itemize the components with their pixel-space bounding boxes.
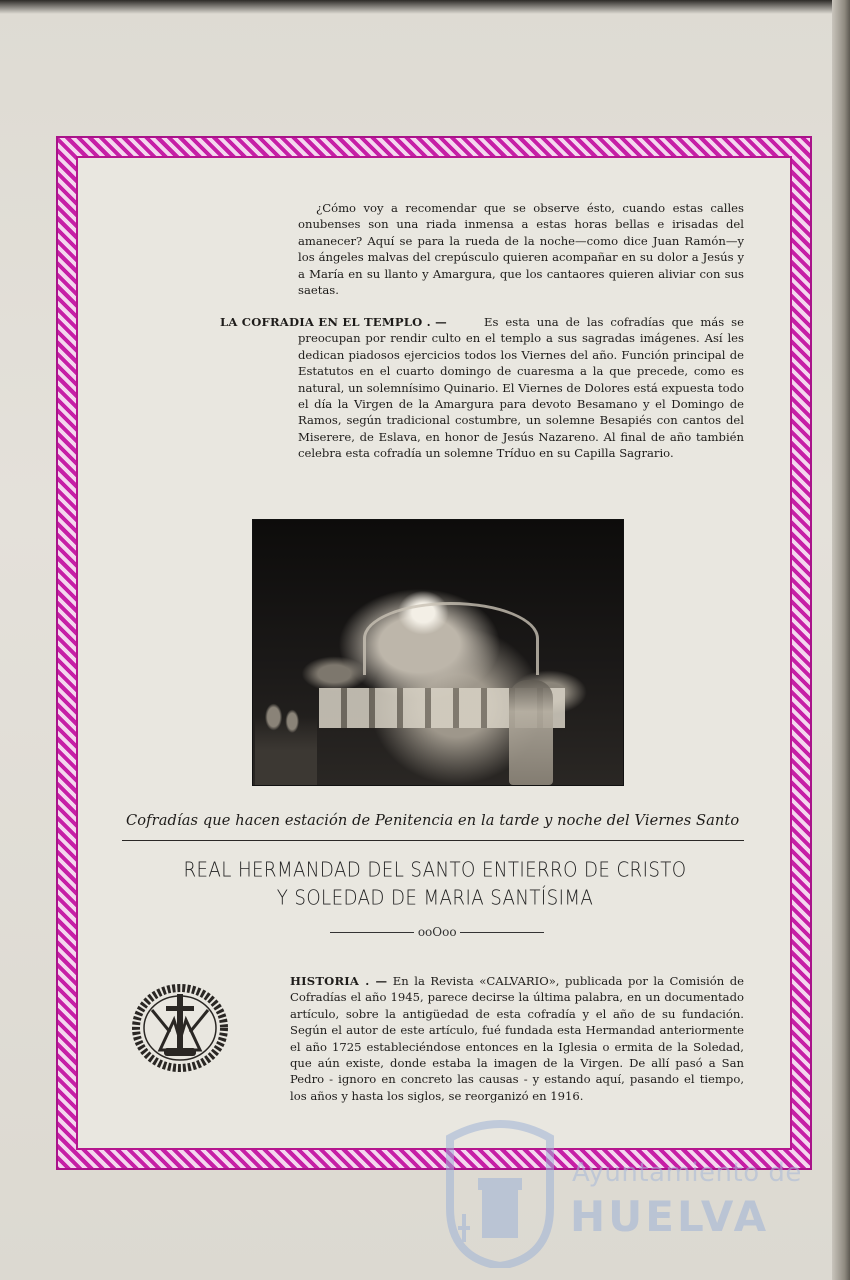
historia-text: En la Revista «CALVARIO», publicada por la Comisión de Cofradías el año 1945, parece decirse la última palabra, en un documentado artículo, sobre la antigüedad de esta cofradía y el año de su fundación. Según el autor de este artículo, fué fundada esta Hermandad anteriormente el año 1725 estableciéndose entonces en la Iglesia o ermita de la Soledad, que aún existe, donde estaba la imagen de la Virgen. De allí pasó a San Pedro - ignoro en concreto las causas - y estando aquí, pasando el tiempo, los años y hasta los siglos, se reorganizó en 1916.: [290, 974, 745, 1103]
ayuntamiento-watermark: [440, 1118, 802, 1268]
procession-float-photo: [252, 519, 624, 786]
cofradia-en-el-templo-paragraph: [220, 314, 744, 462]
ornament-glyph: ooOoo: [417, 925, 457, 939]
watermark-line2: HUELVA: [570, 1192, 770, 1241]
brotherhood-title-line1: REAL HERMANDAD DEL SANTO ENTIERRO DE CRISTO: [183, 858, 687, 883]
ornament-line-left: [330, 932, 414, 933]
historia-heading: HISTORIA . —: [290, 974, 388, 988]
book-spine: [832, 0, 850, 1280]
brotherhood-title-line2: Y SOLEDAD DE MARIA SANTÍSIMA: [276, 886, 594, 911]
photo-standing-man: [509, 680, 553, 785]
cofradia-en-el-templo-text: Es esta una de las cofradías que más se preocupan por rendir culto en el templo a sus sagradas imágenes. Así les dedican piadosos ejercicios todos los Viernes del año. Función principal de Estatutos en el cuarto domingo de cuaresma a la que precede, como es natural, un solemnísimo Quinario. El Viernes de Dolores está expuesta todo el día la Virgen de la Amargura para devoto Besamano y el Domingo de Ramos, según tradicional costumbre, un solemne Besapiés con cantos del Miserere, de Eslava, en honor de Jesús Nazareno. Al final de año también celebra esta cofradía un solemne Tríduo en su Capilla Sagrario.: [298, 315, 744, 461]
photo-canopy: [363, 602, 539, 675]
historia-paragraph: [290, 973, 744, 1104]
ornament-line-right: [460, 932, 544, 933]
title-ornament: [330, 925, 540, 939]
cofradia-en-el-templo-heading: LA COFRADIA EN EL TEMPLO . —: [220, 315, 447, 329]
photo-crowd: [255, 700, 317, 785]
opening-paragraph: ¿Cómo voy a recomendar que se observe ésto, cuando estas calles onubenses son una riada inmensa a estas horas bellas e irisadas del amanecer? Aquí se para la rueda de la noche—como dice Juan Ramón—y los ángeles malvas del crepúsculo quieren acompañar en su dolor a Jesús y a María en su llanto y Amargura, que los cantaores quieren aliviar con sus saetas.: [298, 201, 744, 298]
brotherhood-emblem: [130, 980, 230, 1076]
page-top-shadow: [0, 0, 850, 14]
watermark-line1: Ayuntamiento de: [572, 1158, 802, 1188]
section-heading: Cofradías que hacen estación de Penitencia en la tarde y noche del Viernes Santo: [126, 812, 740, 829]
city-shield-icon: [440, 1118, 560, 1268]
crown-of-thorns-icon: [130, 980, 230, 1076]
section-rule: [122, 840, 744, 841]
